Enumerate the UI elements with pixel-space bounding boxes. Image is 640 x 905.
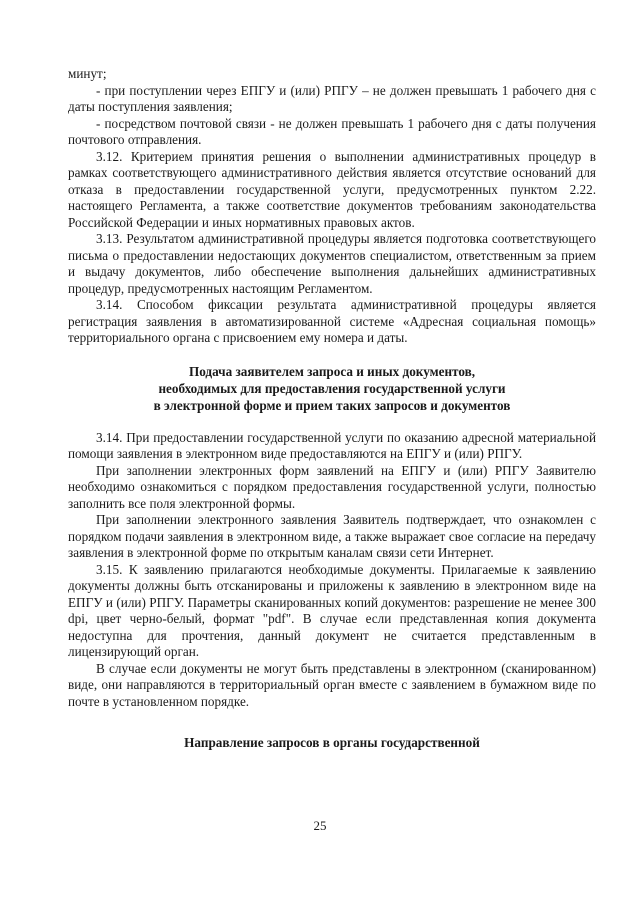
section-heading-line: в электронной форме и прием таких запросов и документов	[153, 397, 511, 413]
section-heading	[68, 363, 596, 414]
paragraph: При заполнении электронных форм заявлений на ЕПГУ и (или) РПГУ Заявителю необходимо ознакомиться с порядком предоставления государственной услуги, полностью заполнить все поля электронной формы.	[68, 462, 596, 511]
paragraph: В случае если документы не могут быть представлены в электронном (сканированном) виде, они направляются в территориальный орган вместе с заявлением в бумажном виде по почте в установленном порядке.	[68, 660, 596, 709]
paragraph: 3.15. К заявлению прилагаются необходимые документы. Прилагаемые к заявлению документы должны быть отсканированы и приложены к заявлению в электронном виде на ЕПГУ и (или) РПГУ. Параметры сканированных копий документов: разрешение не менее 300 dpi, цвет черно-белый, формат "pdf". В случае если представленная копия документа недоступна для прочтения, данный документ не считается представленным в лицензирующий орган.	[68, 561, 596, 659]
paragraph: 3.14. При предоставлении государственной услуги по оказанию адресной материальной помощи заявления в электронном виде предоставляются на ЕПГУ и (или) РПГУ.	[68, 429, 596, 461]
paragraph: 3.13. Результатом административной процедуры является подготовка соответствующего письма о предоставлении недостающих документов специалистом, ответственным за прием и выдачу документов, либо обеспечение выполнения дальнейших административных процедур, предусмотренных настоящим Регламентом.	[68, 231, 596, 296]
section-heading: Направление запросов в органы государственной	[184, 735, 480, 750]
paragraph: 3.14. Способом фиксации результата административной процедуры является регистрация заявления в автоматизированной системе «Адресная социальная помощь» территориального органа с присвоением ему номера и даты.	[68, 297, 596, 345]
section-heading-line: Подача заявителем запроса и иных документов,	[188, 363, 476, 379]
paragraph: - посредством почтовой связи - не должен превышать 1 рабочего дня с даты получения почтового отправления.	[68, 115, 596, 147]
paragraph: минут;	[68, 66, 107, 81]
section-heading-line: необходимых для предоставления государственной услуги	[158, 380, 506, 396]
paragraph: При заполнении электронного заявления Заявитель подтверждает, что ознакомлен с порядком подачи заявления в электронном виде, а также выражает свое согласие на передачу заявления в электронной форме по открытым каналам связи сети Интернет.	[68, 512, 596, 560]
document-page	[68, 66, 596, 751]
page-number: 25	[313, 818, 327, 833]
paragraph: - при поступлении через ЕПГУ и (или) РПГУ – не должен превышать 1 рабочего дня с даты поступления заявления;	[68, 82, 596, 114]
paragraph: 3.12. Критерием принятия решения о выполнении административных процедур в рамках соответствующего административного действия является отсутствие оснований для отказа в предоставлении государственной услуги, предусмотренных пунктом 2.22. настоящего Регламента, а также соответствие документов требованиям законодательства Российской Федерации и иных нормативных правовых актов.	[68, 148, 596, 230]
